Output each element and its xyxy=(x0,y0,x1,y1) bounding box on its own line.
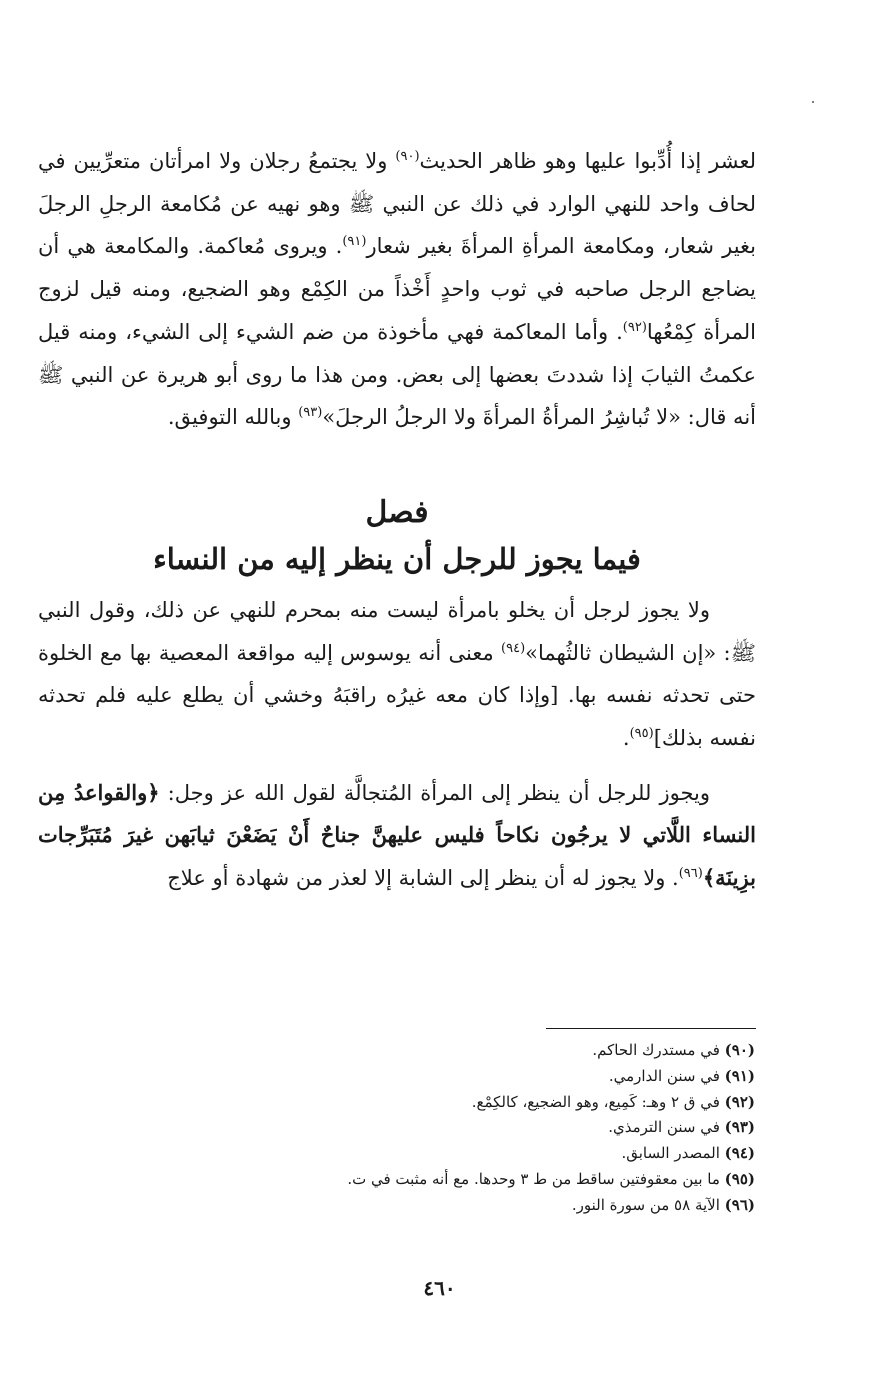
footnote-item xyxy=(347,1038,755,1064)
paragraph-2-seg3: . xyxy=(622,726,630,751)
footnote-ref-94: (٩٤) xyxy=(501,640,526,656)
paragraph-1-seg4: . وأما المعاكمة فهي مأخوذة من ضم الشيء إلى الشيء، ومنه قيل عكمتُ الثيابَ إذا شددتَ بعضها إلى بعض. ومن هذا ما روى أبو هريرة عن النبي ﷺ أنه قال: «لا تُباشِرُ المرأةُ المرأةَ ولا الرجلُ الرجلَ» xyxy=(38,319,756,430)
footnote-item xyxy=(347,1141,755,1167)
footnote-ref-93: (٩٣) xyxy=(298,405,323,421)
paragraph-3-seg1: ويجوز للرجل أن ينظر إلى المرأة المُتجالَّة لقول الله عز وجل: xyxy=(159,780,710,805)
paragraph-2 xyxy=(38,589,756,760)
paragraph-1-seg2: ولا يجتمعُ رجلان ولا امرأتان متعرِّيين في لحاف واحد للنهي الوارد في ذلك عن النبي ﷺ وهو نهيه عن مُكامعة الرجلِ الرجلَ بغير شعار، ومكامعة المرأةِ المرأةَ بغير شعار xyxy=(38,149,757,259)
footnotes-list xyxy=(347,1038,755,1219)
footnote-text: في سنن الدارمي. xyxy=(608,1066,725,1085)
footnote-separator xyxy=(546,1028,756,1029)
footnote-number: (٩٣) xyxy=(724,1118,755,1137)
footnote-number: (٩١) xyxy=(724,1066,755,1085)
footnote-text: الآية ٥٨ من سورة النور. xyxy=(571,1195,725,1214)
quran-quote: ﴿والقواعدُ مِن النساء اللَّاتي لا يرجُون نكاحاً فليس عليهنَّ جناحٌ أَنْ يَضَعْنَ ثيابَهن غيرَ مُتَبَرِّجات بزِينَة﴾ xyxy=(38,779,756,891)
footnote-item xyxy=(347,1090,755,1116)
paragraph-1-seg1: لعشر إذا أُدِّبوا عليها وهو ظاهر الحديث xyxy=(419,149,756,173)
footnote-item xyxy=(347,1064,755,1090)
section-title: فيما يجوز للرجل أن ينظر إليه من النساء xyxy=(153,541,641,576)
page-number: ٤٦٠ xyxy=(423,1276,456,1300)
footnote-ref-95: (٩٥) xyxy=(629,726,654,742)
footnote-number: (٩٦) xyxy=(724,1195,755,1214)
paragraph-1-seg5: وبالله التوفيق. xyxy=(167,405,299,430)
paragraph-1 xyxy=(38,140,756,439)
fasl-label: فصل xyxy=(365,494,429,530)
footnote-ref-92: (٩٢) xyxy=(622,319,647,335)
footnote-item xyxy=(347,1167,755,1193)
footnote-item xyxy=(347,1115,755,1141)
footnote-text: المصدر السابق. xyxy=(621,1144,725,1163)
footnote-text: في مستدرك الحاكم. xyxy=(592,1041,725,1059)
paragraph-3-seg2: . ولا يجوز له أن ينظر إلى الشابة إلا لعذر من شهادة أو علاج xyxy=(167,866,679,891)
paragraph-3 xyxy=(38,772,756,900)
paragraph-2-seg1: ولا يجوز لرجل أن يخلو بامرأة ليست منه بمحرم للنهي عن ذلك، وقول النبي ﷺ: «إن الشيطان ثالثُهما» xyxy=(38,597,756,665)
footnote-number: (٩٤) xyxy=(724,1144,755,1163)
footnote-number: (٩٢) xyxy=(724,1092,755,1111)
paragraph-1-seg3: . ويروى مُعاكمة. والمكامعة هي أن يضاجع الرجل صاحبه في ثوب واحدٍ أَخْذاً من الكِمْع وهو الضجيع، ومنه قيل لزوج المرأة كِمْعُها xyxy=(38,234,756,344)
footnote-ref-91: (٩١) xyxy=(342,234,367,250)
footnote-number: (٩٥) xyxy=(724,1169,755,1188)
footnote-text: في ق ٢ وهـ: كَمِيع، وهو الضجيع، كالكِمْع. xyxy=(471,1092,725,1111)
fasl-heading xyxy=(38,493,756,533)
footnote-number: (٩٠) xyxy=(724,1041,755,1059)
footnote-ref-90: (٩٠) xyxy=(395,149,420,164)
footnote-text: في سنن الترمذي. xyxy=(608,1118,725,1137)
main-text xyxy=(38,140,756,900)
footnote-text: ما بين معقوفتين ساقط من ط ٣ وحدها. مع أنه مثبت في ت. xyxy=(347,1169,725,1188)
footnote-item xyxy=(347,1193,755,1219)
footnote-ref-96: (٩٦) xyxy=(678,866,703,882)
page-speck xyxy=(812,101,814,103)
paragraph-2-seg2: معنى أنه يوسوس إليه مواقعة المعصية بها مع الخلوة حتى تحدثه نفسه بها. [وإذا كان معه غيرُه راقبَهُ وخشي أن يطلع عليه فلم تحدثه نفسه بذلك] xyxy=(38,640,756,751)
